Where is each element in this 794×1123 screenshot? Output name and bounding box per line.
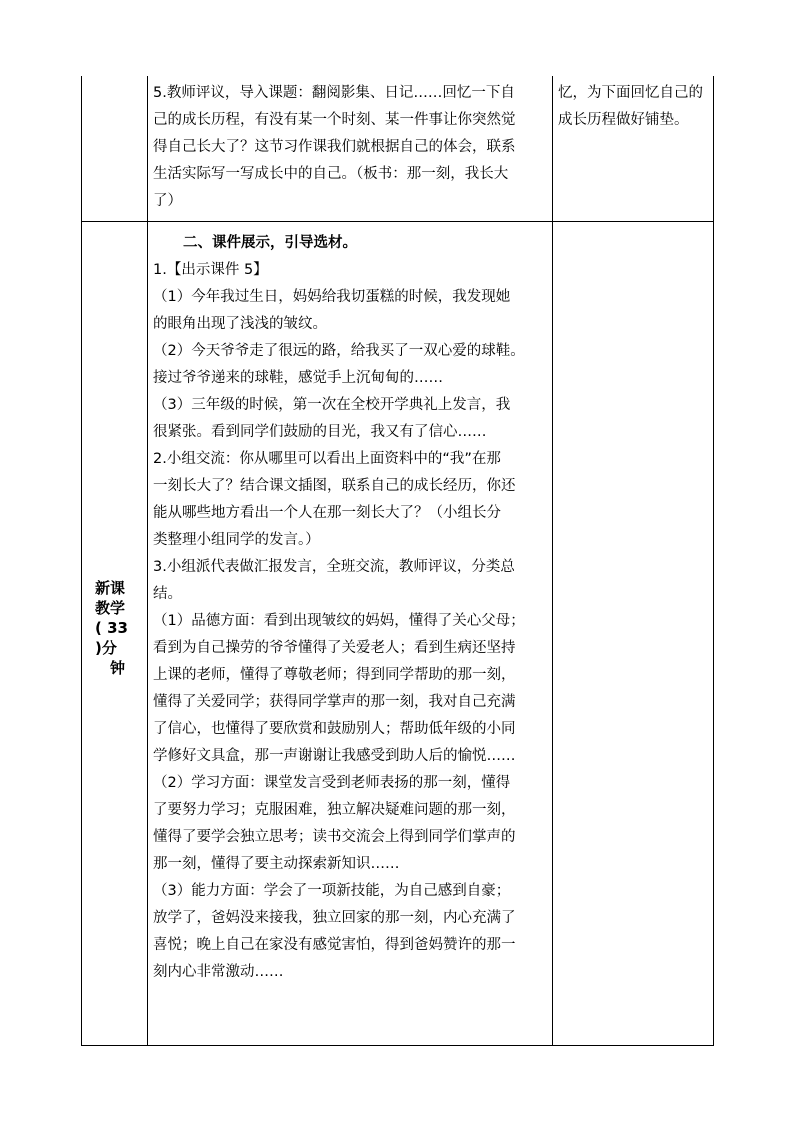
text-line: 看到为自己操劳的爷爷懂得了关爱老人；看到生病还坚持 xyxy=(153,640,516,656)
stage-label xyxy=(95,578,128,678)
text-line: 5.教师评议，导入课题：翻阅影集、日记……回忆一下自 xyxy=(153,85,515,101)
text-line: （1）今年我过生日，妈妈给我切蛋糕的时候，我发现她 xyxy=(153,289,511,305)
text-line: 刻内心非常激动…… xyxy=(153,964,284,980)
row-divider xyxy=(81,221,714,222)
text-line: 了） xyxy=(153,193,182,209)
text-line: （3）能力方面：学会了一项新技能，为自己感到自豪； xyxy=(153,883,511,899)
text-line: 1.【出示课件 5】 xyxy=(153,262,268,278)
text-line: 类整理小组同学的发言。） xyxy=(153,532,320,548)
text-line: 2.小组交流：你从哪里可以看出上面资料中的“我”在那 xyxy=(153,451,501,467)
row1-middle-cell xyxy=(153,80,516,215)
text-line: 上课的老师，懂得了尊敬老师；得到同学帮助的那一刻， xyxy=(153,667,516,683)
stage-label-line: 新课 xyxy=(95,579,126,597)
table-border-bottom xyxy=(81,1045,714,1046)
text-line: （2）今天爷爷走了很远的路，给我买了一双心爱的球鞋。 xyxy=(153,343,525,359)
text-line: 那一刻，懂得了要主动探索新知识…… xyxy=(153,856,400,872)
text-line: 结。 xyxy=(153,586,182,602)
text-line: 了要努力学习；克服困难，独立解决疑难问题的那一刻， xyxy=(153,802,516,818)
stage-label-line: )分 xyxy=(95,639,117,657)
stage-label-line: 钟 xyxy=(110,659,126,677)
text-line: （1）品德方面：看到出现皱纹的妈妈，懂得了关心父母； xyxy=(153,613,525,629)
stage-label-line: 教学 xyxy=(95,599,126,617)
section-heading: 二、课件展示，引导选材。 xyxy=(183,235,357,251)
text-line: 3.小组派代表做汇报发言，全班交流，教师评议，分类总 xyxy=(153,559,515,575)
row1-right-cell xyxy=(558,80,703,134)
text-line: 学修好文具盒，那一声谢谢让我感受到助人后的愉悦…… xyxy=(153,748,516,764)
text-line: 的眼角出现了浅浅的皱纹。 xyxy=(153,316,327,332)
stage-label-line: ( 33 xyxy=(95,619,128,637)
text-line: 一刻长大了？结合课文插图，联系自己的成长经历，你还 xyxy=(153,478,516,494)
text-line: 忆，为下面回忆自己的 xyxy=(558,85,703,101)
text-line: 懂得了关爱同学；获得同学掌声的那一刻，我对自己充满 xyxy=(153,694,516,710)
text-line: 己的成长历程，有没有某一个时刻、某一件事让你突然觉 xyxy=(153,112,516,128)
text-line: 了信心，也懂得了要欣赏和鼓励别人；帮助低年级的小同 xyxy=(153,721,516,737)
text-line: 能从哪些地方看出一个人在那一刻长大了？（小组长分 xyxy=(153,505,501,521)
text-line: 喜悦；晚上自己在家没有感觉害怕，得到爸妈赞许的那一 xyxy=(153,937,516,953)
text-line: （2）学习方面：课堂发言受到老师表扬的那一刻，懂得 xyxy=(153,775,511,791)
row2-middle-cell xyxy=(153,230,525,986)
text-line: （3）三年级的时候，第一次在全校开学典礼上发言，我 xyxy=(153,397,511,413)
text-line: 懂得了要学会独立思考；读书交流会上得到同学们掌声的 xyxy=(153,829,516,845)
text-line: 成长历程做好铺垫。 xyxy=(558,112,689,128)
text-line: 生活实际写一写成长中的自己。（板书：那一刻，我长大 xyxy=(153,166,509,182)
text-line: 放学了，爸妈没来接我，独立回家的那一刻，内心充满了 xyxy=(153,910,516,926)
text-line: 很紧张。看到同学们鼓励的目光，我又有了信心…… xyxy=(153,424,487,440)
text-line: 得自己长大了？这节习作课我们就根据自己的体会，联系 xyxy=(153,139,516,155)
text-line: 接过爷爷递来的球鞋，感觉手上沉甸甸的…… xyxy=(153,370,443,386)
